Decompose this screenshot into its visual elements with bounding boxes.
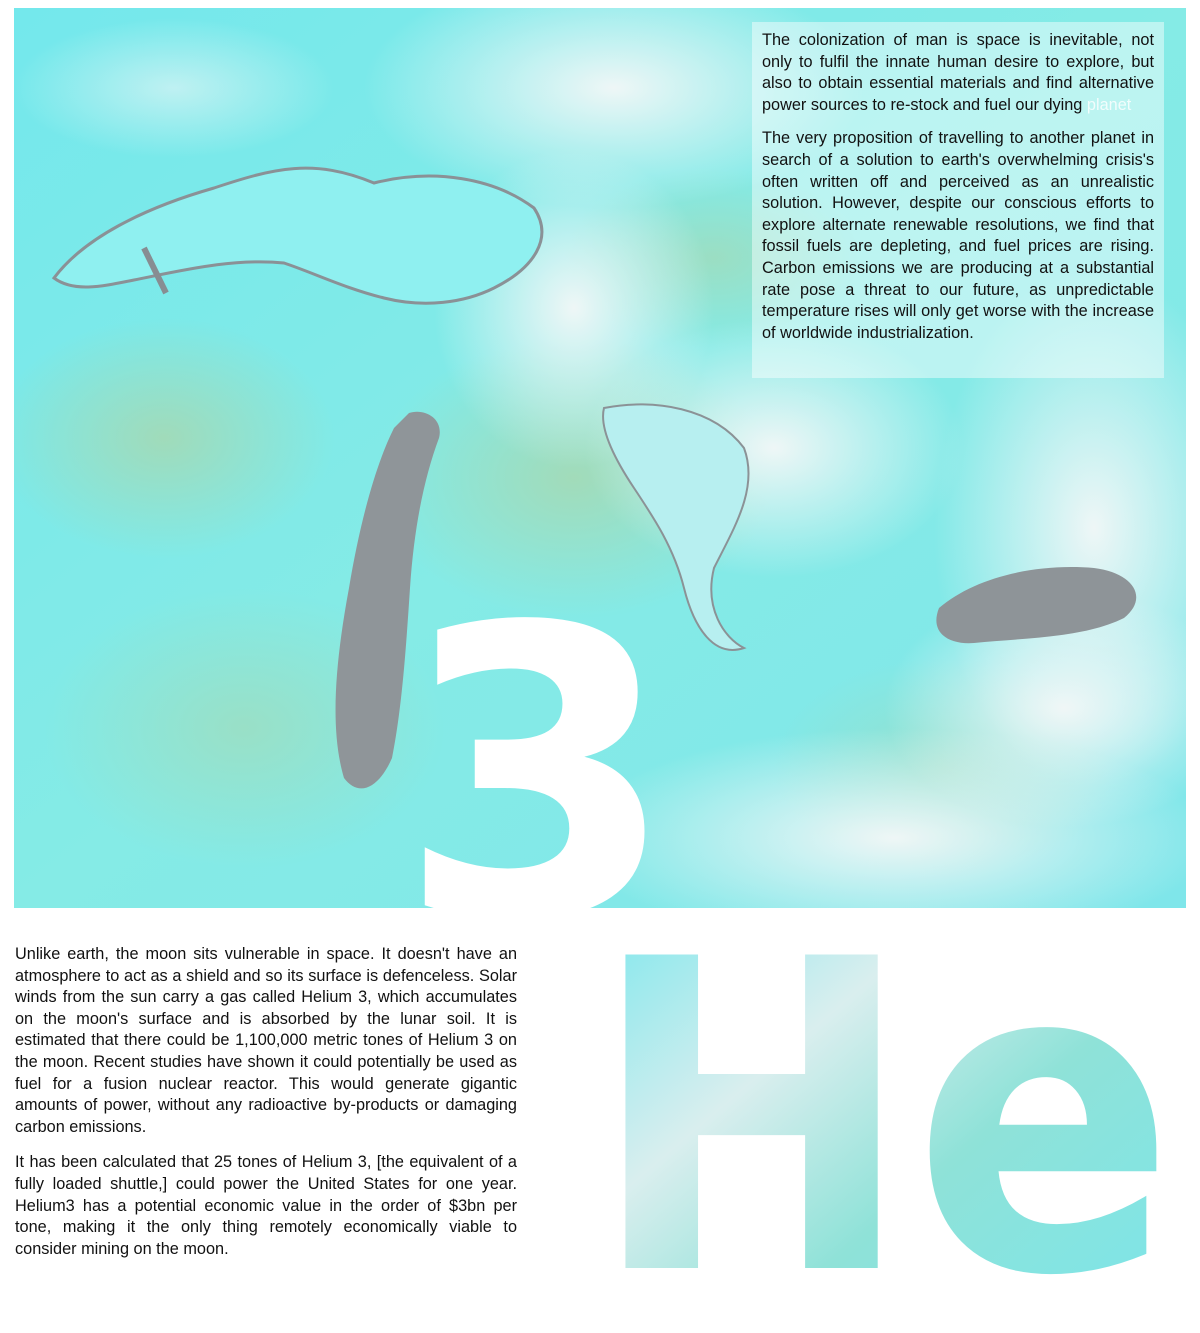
intro-text-panel [752,22,1164,378]
intro-paragraph-1-main: The colonization of man is space is inevitable, not only to fulfil the innate human desire to explore, but also to obtain essential materials and find alternative power sources to re-stock and fuel our dying [762,31,1154,114]
intro-paragraph-1 [762,30,1154,116]
intro-paragraph-1-faint: planet [1086,95,1132,114]
superscript-3-glyph: 3 [398,544,677,1009]
helium-symbol-glyph: He [590,870,1175,1333]
body-paragraph-1: Unlike earth, the moon sits vulnerable in space. It doesn't have an atmosphere to act as a shield and so its surface is defenceless. Solar winds from the sun carry a gas called Helium 3, which accumulates on the moon's surface and is absorbed by the lunar soil. It is estimated that there could be 1,100,000 metric tones of Helium 3 on the moon. Recent studies have shown it could potentially be used as fuel for a fusion nuclear reactor. This would generate gigantic amounts of power, without any radioactive by-products or damaging carbon emissions. [15,945,517,1136]
body-text-column [15,944,517,1274]
intro-paragraph-2: The very proposition of travelling to another planet in search of a solution to earth's overwhelming crisis's often written off and perceived as an unrealistic solution. However, despite our conscious efforts to explore alternate renewable resolutions, we find that fossil fuels are depleting, and fuel prices are rising. Carbon emissions we are producing at a substantial rate pose a threat to our future, as unpredictable temperature rises will only get worse with the increase of worldwide industrialization. [762,129,1154,342]
body-paragraph-2: It has been calculated that 25 tones of Helium 3, [the equivalent of a fully loaded shuttle,] could power the United States for one year. Helium3 has a potential economic value in the order of $3bn per tone, making it the only thing remotely economically viable to consider mining on the moon. [15,1153,517,1258]
